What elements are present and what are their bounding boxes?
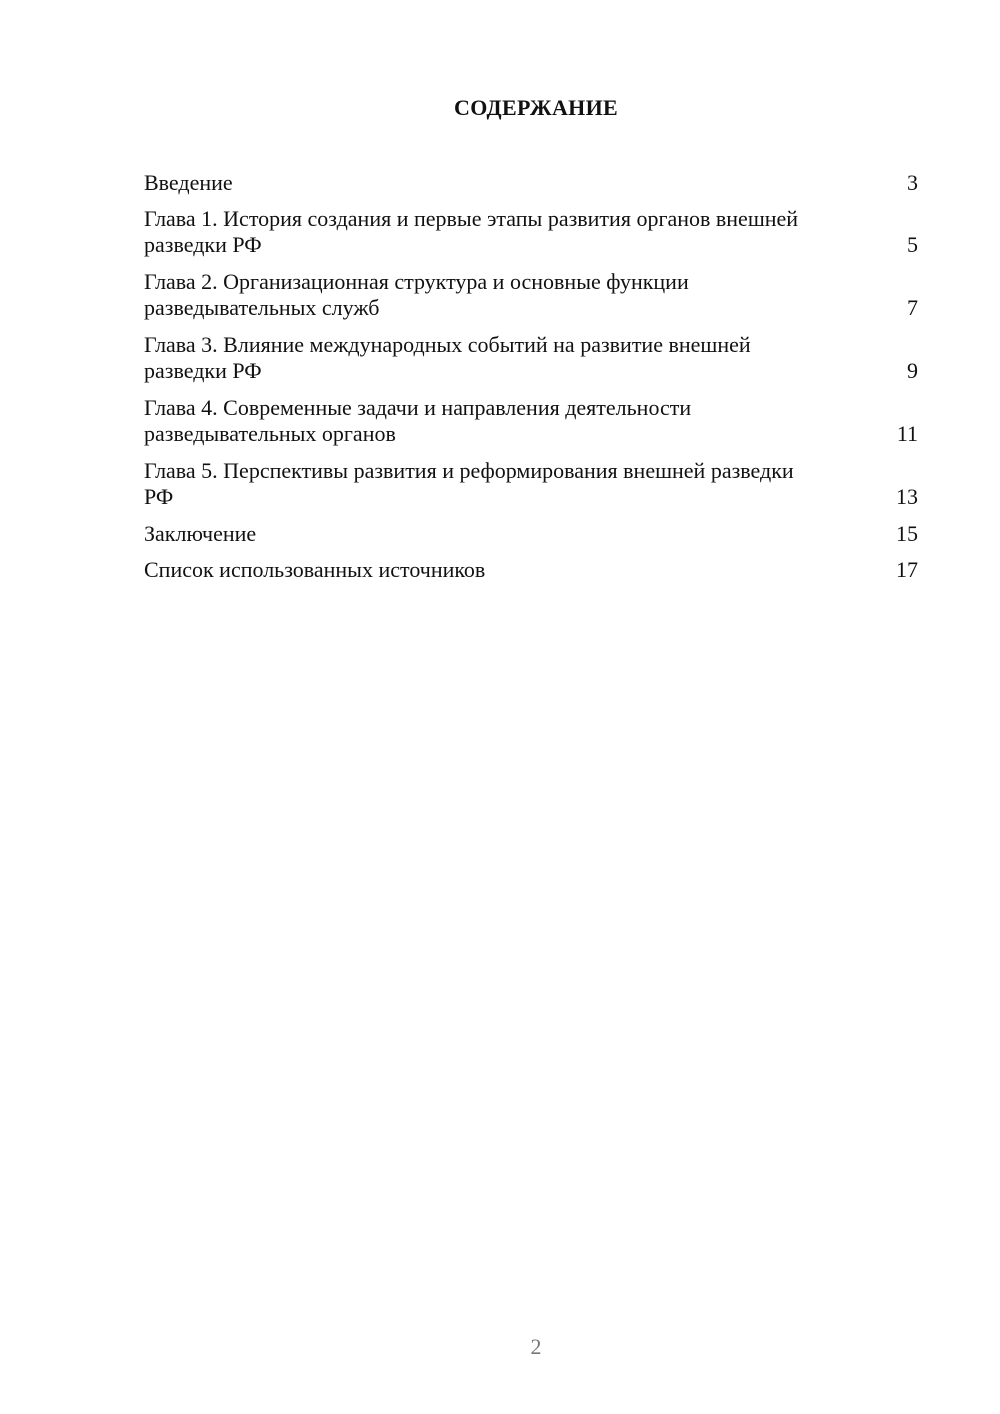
toc-entry-title: Глава 3. Влияние международных событий на развитие внешней разведки РФ <box>144 332 751 383</box>
page-title: СОДЕРЖАНИЕ <box>454 95 618 120</box>
toc-entry-introduction[interactable] <box>144 170 918 196</box>
toc-entry-chapter-5[interactable] <box>144 458 918 510</box>
toc-entry-chapter-2[interactable] <box>144 269 918 321</box>
table-of-contents <box>144 170 918 593</box>
toc-entry-title: Введение <box>144 170 233 195</box>
toc-entry-conclusion[interactable] <box>144 521 918 547</box>
toc-entry-title: Глава 5. Перспективы развития и реформирования внешней разведки РФ <box>144 458 794 509</box>
toc-entry-page: 11 <box>896 421 918 446</box>
toc-entry-chapter-3[interactable] <box>144 332 918 384</box>
toc-entry-page: 5 <box>907 232 918 257</box>
toc-entry-page: 17 <box>896 557 918 582</box>
toc-entry-page: 7 <box>907 295 918 320</box>
toc-entry-page: 9 <box>907 358 918 383</box>
toc-entry-title: Глава 2. Организационная структура и основные функции разведывательных служб <box>144 269 689 320</box>
toc-entry-page: 3 <box>907 170 918 195</box>
toc-entry-references[interactable] <box>144 557 918 583</box>
toc-entry-page: 13 <box>896 484 918 509</box>
toc-entry-title: Глава 4. Современные задачи и направления деятельности разведывательных органов <box>144 395 692 446</box>
page-number: 2 <box>530 1334 542 1359</box>
toc-entry-page: 15 <box>896 521 918 546</box>
toc-entry-title: Заключение <box>144 521 257 546</box>
toc-entry-title: Глава 1. История создания и первые этапы развития органов внешней разведки РФ <box>144 206 799 257</box>
toc-entry-chapter-1[interactable] <box>144 206 918 258</box>
toc-entry-title: Список использованных источников <box>144 557 486 582</box>
toc-entry-chapter-4[interactable] <box>144 395 918 447</box>
